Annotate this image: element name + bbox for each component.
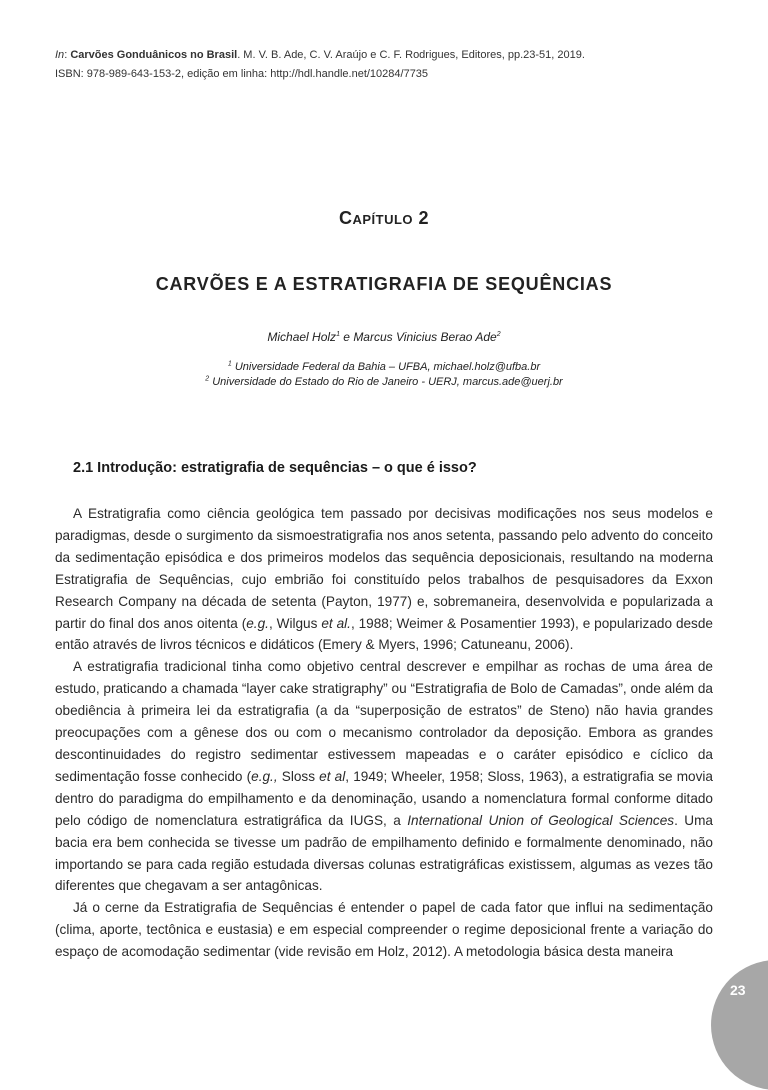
citation-line-1: In: Carvões Gonduânicos no Brasil. M. V. B. Ade, C. V. Araújo e C. F. Rodrigues, Editores, pp.23-51, 2019.	[55, 49, 585, 61]
p1-text-a: A Estratigrafia como ciência geológica tem passado por decisivas modificações nos seus modelos e paradigmas, desde o surgimento da sismoestratigrafia nos anos setenta, passando pelo advento do conceito da sedimentação episódica e dos primeiros modelos das sequência deposicionais, resultando na moderna Estratigrafia de Sequências, cujo embrião foi constituído pelos trabalhos de pesquisadores da Exxon Research Company na década de setenta (Payton, 1977) e, sobremaneira, desenvolvida e popularizada a partir do final dos anos oitenta (	[55, 506, 713, 631]
paragraph-2	[55, 656, 713, 897]
chapter-label: Capítulo	[338, 208, 414, 228]
p2-text-b: Sloss	[277, 768, 320, 784]
book-title: Carvões Gonduânicos no Brasil	[70, 49, 238, 61]
affiliation-2-mark: 2	[205, 375, 210, 383]
p1-text-b: , Wilgus	[268, 615, 322, 631]
p2-text-d: . Uma bacia era bem conhecida se tivesse um padrão de empilhamento definido e formalmente denominado, não importando se para cada região estudada diversas colunas estratigráficas existissem, algumas as vezes tão diferentes que chegavam a ser antagônicas.	[55, 812, 713, 894]
affiliation-1-text: Universidade Federal da Bahia – UFBA, michael.holz@ufba.br	[234, 361, 541, 373]
citation-header	[55, 46, 585, 84]
p1-eg: e.g.	[246, 615, 269, 631]
p2-text-c: , 1949; Wheeler, 1958; Sloss, 1963), a estratigrafia se movia dentro do paradigma do empilhamento e da denominação, usando a nomenclatura formal conforme ditado pelo código de nomenclatura estratigráfica da IUGS, a	[55, 768, 713, 828]
p2-etal: et al	[319, 768, 346, 784]
author-2-mark: 2	[496, 331, 501, 338]
chapter-heading	[0, 208, 768, 229]
chapter-title: CARVÕES E A ESTRATIGRAFIA DE SEQUÊNCIAS	[155, 274, 613, 294]
citation-in: In	[55, 49, 65, 61]
affiliation-1	[0, 361, 768, 373]
page-number: 23	[730, 982, 746, 998]
paragraph-3: Já o cerne da Estratigrafia de Sequências é entender o papel de cada fator que influi na sedimentação (clima, aporte, tectônica e eustasia) e em especial compreender o regime deposicional frente a variação do espaço de acomodação sedimentar (vide revisão em Holz, 2012). A metodologia básica desta maneira	[55, 900, 713, 960]
affiliation-1-mark: 1	[227, 360, 232, 368]
paragraph-1	[55, 503, 713, 656]
chapter-number: 2	[418, 208, 430, 228]
p2-eg: e.g.,	[251, 768, 278, 784]
affiliation-2	[0, 376, 768, 388]
page-number-badge	[711, 960, 768, 1090]
author-2: Marcus Vinicius Berao Ade	[353, 330, 497, 344]
authors-line	[0, 330, 768, 344]
p1-etal: et al.	[321, 615, 351, 631]
affiliation-2-text: Universidade do Estado do Rio de Janeiro - UERJ, marcus.ade@uerj.br	[212, 376, 563, 388]
authors-separator: e	[339, 330, 354, 344]
citation-line-2: ISBN: 978-989-643-153-2, edição em linha: http://hdl.handle.net/10284/7735	[55, 68, 429, 80]
author-1-mark: 1	[336, 331, 340, 338]
p2-iugs: International Union of Geological Sciences	[407, 812, 675, 828]
author-1: Michael Holz	[267, 330, 337, 344]
citation-editors: . M. V. B. Ade, C. V. Araújo e C. F. Rodrigues, Editores, pp.23-51, 2019.	[237, 49, 585, 61]
p2-text-a: A estratigrafia tradicional tinha como objetivo central descrever e empilhar as rochas de uma área de estudo, praticando a chamada “layer cake stratigraphy” ou “Estratigrafia de Bolo de Camadas”, onde além da obediência à primeira lei da estratigrafia (a da “superposição de estratos” de Steno) não havia grandes preocupações com a gênese dos ou com o mecanismo controlador da deposição. Embora as grandes descontinuidades do registro sedimentar estivessem mapeadas e o caráter episódico e cíclico da sedimentação fosse conhecido (	[55, 659, 713, 784]
section-heading: 2.1 Introdução: estratigrafia de sequências – o que é isso?	[73, 460, 477, 476]
p1-text-c: , 1988; Weimer & Posamentier 1993), e popularizado desde então através de livros técnicos e didáticos (Emery & Myers, 1996; Catuneanu, 2006).	[55, 615, 713, 653]
body-text	[55, 503, 713, 963]
